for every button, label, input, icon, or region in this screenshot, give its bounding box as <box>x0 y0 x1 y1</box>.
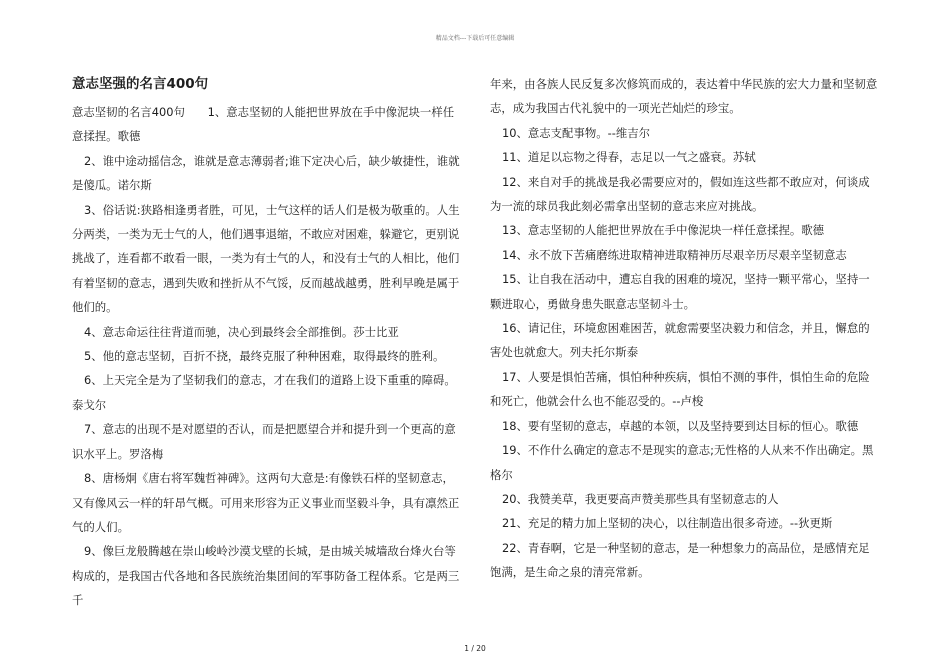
paragraph-quote-3: 3、俗话说:狭路相逢勇者胜，可见，士气这样的话人们是极为敬重的。人生分两类，一类为无士气的人，他们遇事退缩，不敢应对困难，躲避它，更别说挑战了，连看都不敢看一眼，一类为有士气的人，和没有士气的人相比，他们有着坚韧的意志，遇到失败和挫折从不气馁，反而越战越勇，胜利早晚是属于他们的。 <box>72 202 460 315</box>
paragraph-quote-9-continued: 年来，由各族人民反复多次修筑而成的，表达着中华民族的宏大力量和坚韧意志，成为我国古代礼貌中的一项光芒灿烂的珍宝。 <box>490 77 878 116</box>
paragraph-quote-22: 22、青春啊，它是一种坚韧的意志，是一种想象力的高品位，是感情充足饱满，是生命之泉的清亮常新。 <box>490 540 870 580</box>
paragraph-intro: 意志坚韧的名言400句 1、意志坚韧的人能把世界放在手中像泥块一样任意揉捏。歌德 <box>72 105 455 144</box>
paragraph-quote-20: 20、我赞美草，我更要高声赞美那些具有坚韧意志的人 <box>502 491 779 506</box>
paragraph-quote-5: 5、他的意志坚韧，百折不挠，最终克服了种种困难，取得最终的胜利。 <box>84 349 445 364</box>
paragraph-quote-21: 21、充足的精力加上坚韧的决心，以往制造出很多奇迹。--狄更斯 <box>502 516 833 531</box>
paragraph-quote-8: 8、唐杨炯《唐右将军魏哲神碑》。这两句大意是:有像铁石样的坚韧意志，又有像风云一样的轩昂气概。可用来形容为正义事业而坚毅斗争，具有凛然正气的人们。 <box>72 471 460 534</box>
paragraph-quote-13: 13、意志坚韧的人能把世界放在手中像泥块一样任意揉捏。歌德 <box>502 223 825 238</box>
right-column <box>490 72 880 585</box>
page-header: 精品文档---下载后可任意编辑 <box>435 35 515 42</box>
left-column <box>72 72 462 613</box>
paragraph-quote-16: 16、请记住，环境愈困难困苦，就愈需要坚决毅力和信念，并且，懈怠的害处也就愈大。列夫托尔斯泰 <box>490 321 870 360</box>
paragraph-quote-17: 17、人要是惧怕苦痛，惧怕种种疾病，惧怕不测的事件，惧怕生命的危险和死亡，他就会什么也不能忍受的。--卢梭 <box>490 369 870 409</box>
paragraph-quote-4: 4、意志命运往往背道而驰，决心到最终会全部推倒。莎士比亚 <box>84 324 399 339</box>
paragraph-quote-10: 10、意志支配事物。--维吉尔 <box>502 125 651 140</box>
paragraph-quote-11: 11、道足以忘物之得春，志足以一气之盛衰。苏轼 <box>502 150 756 165</box>
paragraph-quote-9: 9、像巨龙般腾越在崇山峻岭沙漠戈壁的长城，是由城关城墙敌台烽火台等构成的，是我国古代各地和各民族统治集团间的军事防备工程体系。它是两三千 <box>72 544 460 608</box>
page-number: 1 / 20 <box>464 644 486 653</box>
paragraph-quote-12: 12、来自对手的挑战是我必需要应对的，假如连这些都不敢应对，何谈成为一流的球员我此刻必需拿出坚韧的意志来应对挑战。 <box>490 174 870 214</box>
paragraph-quote-18: 18、要有坚韧的意志，卓越的本领，以及坚持要到达目标的恒心。歌德 <box>502 418 859 433</box>
paragraph-quote-19: 19、不作什么确定的意志不是现实的意志;无性格的人从来不作出确定。黑格尔 <box>490 443 874 482</box>
paragraph-quote-6: 6、上天完全是为了坚韧我们的意志，才在我们的道路上设下重重的障碍。泰戈尔 <box>72 373 456 412</box>
paragraph-quote-14: 14、永不放下苦痛磨练进取精神进取精神历尽艰辛历尽艰辛坚韧意志 <box>502 247 847 262</box>
paragraph-quote-2: 2、谁中途动摇信念，谁就是意志薄弱者;谁下定决心后，缺少敏捷性，谁就是傻瓜。诺尔斯 <box>72 153 460 193</box>
paragraph-quote-15: 15、让自我在活动中，遭忘自我的困难的境况，坚持一颗平常心，坚持一颗进取心，勇做身患失眠意志坚韧斗士。 <box>490 272 870 311</box>
document-title: 意志坚强的名言400句 <box>72 76 209 92</box>
paragraph-quote-7: 7、意志的出现不是对愿望的否认，而是把愿望合并和提升到一个更高的意识水平上。罗洛梅 <box>72 422 456 461</box>
